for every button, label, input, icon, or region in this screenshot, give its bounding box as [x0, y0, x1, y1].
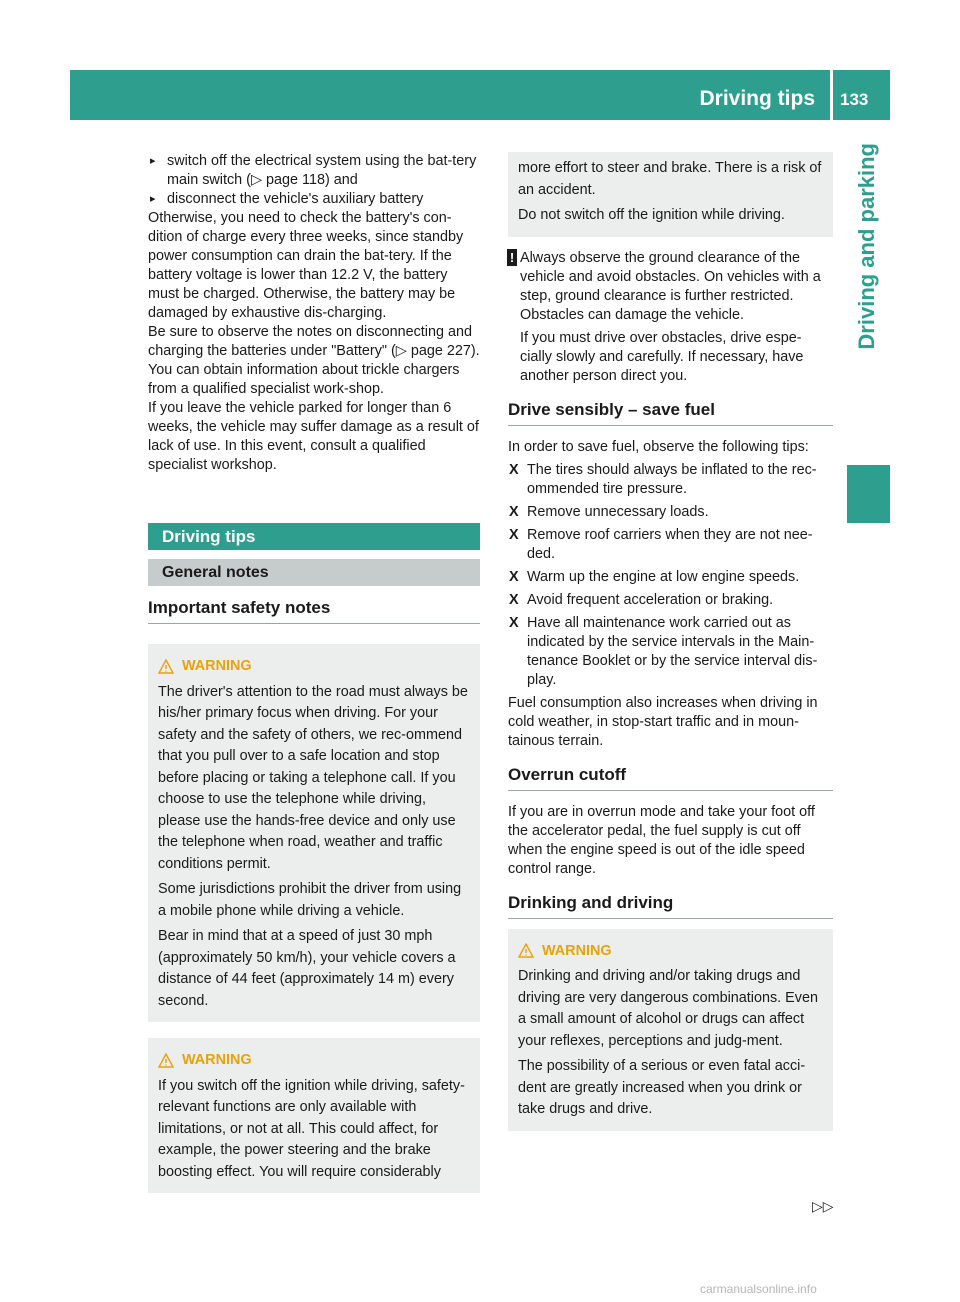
continue-arrow-icon: ▷▷	[812, 1198, 834, 1214]
paragraph: If you are in overrun mode and take your foot off the accelerator pedal, the fuel supply is cut off when the engine speed is out of the idle speed control range.	[508, 803, 815, 877]
warning-text: Bear in mind that at a speed of just 30 mph (approximately 50 km/h), your vehicle covers a distance of 44 feet (approximately 14 m) every second.	[158, 928, 456, 1009]
warning-triangle-icon	[158, 1053, 174, 1069]
action-arrow-icon: X	[509, 503, 519, 520]
heading-drinking-and-driving: Drinking and driving	[508, 893, 833, 919]
header-title: Driving tips	[699, 87, 815, 110]
paragraph: In order to save fuel, observe the following tips:	[508, 438, 809, 455]
right-column	[508, 152, 833, 1131]
paragraph: Be sure to observe the notes on disconnecting and charging the batteries under "Battery" (▷ page 227). You can obtain information about trickle chargers from a qualified specialist work-shop.	[148, 324, 480, 397]
heading-important-safety-notes: Important safety notes	[148, 598, 480, 624]
side-tab-label: Driving and parking	[854, 143, 879, 350]
side-tab-marker	[847, 465, 890, 523]
warning-title: WARNING	[518, 941, 825, 963]
notice-text: If you must drive over obstacles, drive espe-cially slowly and carefully. If necessary, have another person direct you.	[520, 329, 804, 384]
exclamation-icon: !	[507, 249, 517, 266]
heading-drive-sensibly: Drive sensibly – save fuel	[508, 400, 833, 426]
warning-text: Some jurisdictions prohibit the driver from using a mobile phone while driving a vehicle.	[158, 881, 462, 919]
section-band-general-notes: General notes	[148, 559, 480, 586]
warning-box-continued	[508, 152, 833, 237]
list-item: X Have all maintenance work carried out as indicated by the service intervals in the Main-tenance Booklet or by the service interval dis-play.	[509, 614, 818, 688]
action-arrow-icon: X	[509, 568, 519, 585]
list-item: X Remove unnecessary loads.	[509, 503, 709, 520]
list-item: ▸ disconnect the vehicle's auxiliary battery	[148, 190, 480, 209]
paragraph: Fuel consumption also increases when driving in cold weather, in stop-start traffic and in moun-tainous terrain.	[508, 694, 818, 749]
action-arrow-icon: X	[509, 526, 519, 543]
action-arrow-icon: X	[509, 591, 519, 608]
notice-text: Always observe the ground clearance of the vehicle and avoid obstacles. On vehicles with a step, ground clearance is further restricted. Obstacles can damage the vehicle.	[520, 249, 821, 323]
warning-title: WARNING	[158, 1050, 472, 1072]
list-item: X Warm up the engine at low engine speeds.	[509, 568, 800, 585]
section-band-driving-tips: Driving tips	[148, 523, 480, 550]
watermark: carmanualsonline.info	[700, 1282, 817, 1296]
action-arrow-icon: X	[509, 461, 519, 478]
list-item: X The tires should always be inflated to the rec-ommended tire pressure.	[509, 461, 817, 497]
list-item: X Avoid frequent acceleration or braking.	[509, 591, 774, 608]
notice-block	[508, 249, 833, 386]
page-number: 133	[840, 90, 869, 109]
warning-box	[148, 1038, 480, 1193]
warning-triangle-icon	[158, 659, 174, 675]
warning-text: The driver's attention to the road must always be his/her primary focus when driving. For your safety and the safety of others, we rec-ommend that you pull over to a safe location and stop before placing or taking a telephone call. If you choose to use the telephone while driving, please use the hands-free device and only use the telephone when road, weather and traffic conditions permit.	[158, 683, 468, 872]
list-item: ▸ switch off the electrical system using the bat-tery main switch (▷ page 118) and	[148, 152, 480, 190]
action-arrow-icon: X	[509, 614, 519, 631]
heading-overrun-cutoff: Overrun cutoff	[508, 765, 833, 791]
list-item: X Remove roof carriers when they are not nee-ded.	[509, 526, 813, 562]
warning-text: more effort to steer and brake. There is a risk of an accident.	[518, 160, 822, 198]
warning-text: Drinking and driving and/or taking drugs and driving are very dangerous combinations. Even a small amount of alcohol or drugs can affect your reflexes, perceptions and judg-ment.	[518, 968, 818, 1049]
warning-text: The possibility of a serious or even fatal acci-dent are greatly increased when you drink or take drugs and drive.	[518, 1058, 806, 1117]
warning-text: Do not switch off the ignition while driving.	[518, 207, 785, 223]
warning-title: WARNING	[158, 656, 472, 678]
paragraph: Otherwise, you need to check the battery's con-dition of charge every three weeks, since standby power consumption can drain the bat-tery. If the battery voltage is lower than 12.2 V, the battery must be charged. Otherwise, the battery may be damaged by exhaustive dis-charging.	[148, 210, 464, 321]
warning-triangle-icon	[518, 943, 534, 959]
warning-box	[148, 644, 480, 1022]
warning-text: If you switch off the ignition while driving, safety-relevant functions are only available with limitations, or not at all. This could affect, for example, the power steering and the brake boosting effect. You will require considerably	[158, 1077, 465, 1180]
page-header	[70, 70, 890, 120]
warning-box	[508, 929, 833, 1131]
paragraph: If you leave the vehicle parked for longer than 6 weeks, the vehicle may suffer damage as a result of lack of use. In this event, consult a qualified specialist workshop.	[148, 400, 479, 473]
header-divider	[830, 70, 833, 120]
left-column	[148, 152, 480, 1193]
